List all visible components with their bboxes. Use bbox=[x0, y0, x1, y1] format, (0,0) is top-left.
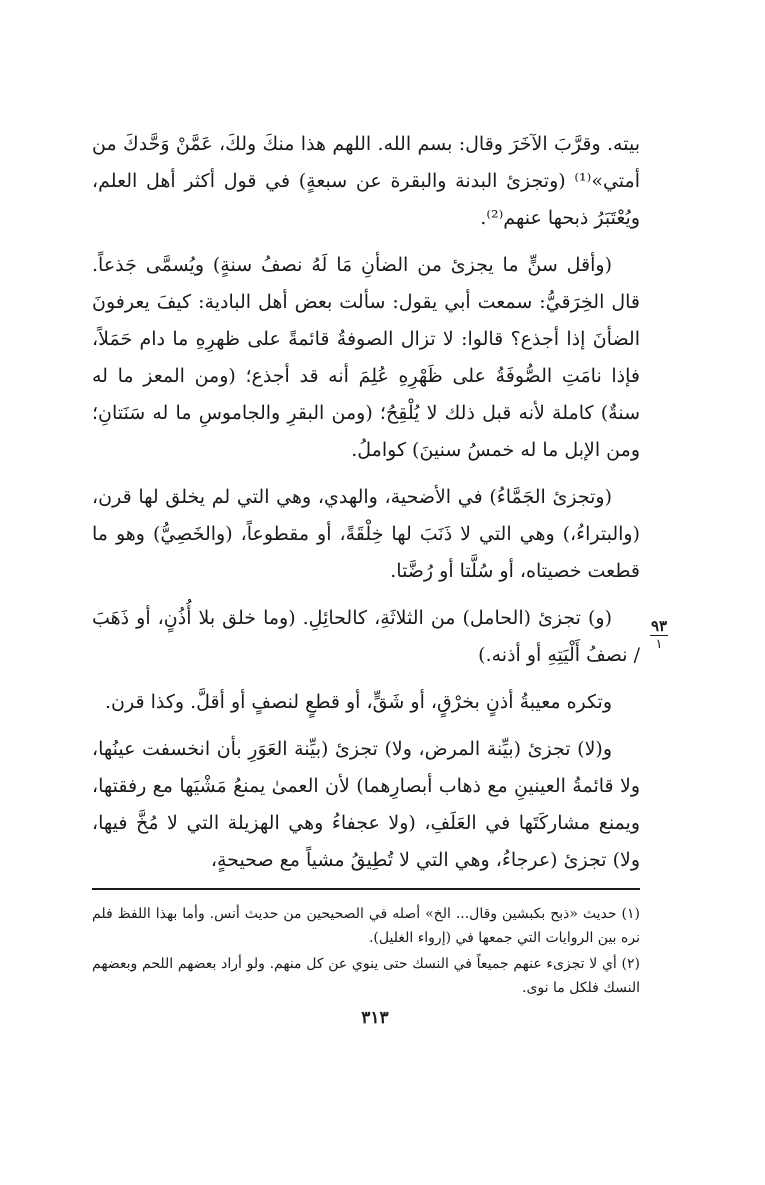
manuscript-page-marker bbox=[646, 619, 672, 652]
main-text bbox=[92, 126, 640, 889]
marker-number: ٩٣ bbox=[650, 617, 668, 635]
paragraph: (وأقل سنٍّ ما يجزئ من الضأنِ مَا لَهُ نصفُ سنةٍ) ويُسمَّى جَذعاً. قال الخِرَقيُّ: سمعت أبي يقول: سألت بعض أهل البادية: كيفَ يعرفونَ الضأنَ إذا أجذع؟ قالوا: لا تزال الصوفةُ قائمةً على ظهرِهِ ما دام حَمَلاً، فإذا نامَتِ الصُّوفَةُ على ظَهْرِهِ عُلِمَ أنه قد أجذع؛ (ومن المعز ما له سنةٌ) كاملة لأنه قبل ذلك لا يُلْقِحُ؛ (ومن البقرِ والجاموسِ ما له سَنَتانِ؛ ومن الإبل ما له خمسُ سنينَ) كواملُ. bbox=[92, 254, 640, 461]
footnote: (٢) أي لا تجزىء عنهم جميعاً في النسك حتى ينوي عن كل منهم. ولو أراد بعضهم اللحم وبعضهم النسك فلكل ما نوى. bbox=[92, 956, 640, 996]
paragraph: وتكره معيبةُ أذنٍ بخرْقٍ، أو شَقٍّ، أو قطعٍ لنصفٍ أو أقلَّ. وكذا قرن. bbox=[105, 691, 612, 713]
footnotes bbox=[92, 902, 640, 1002]
footnote: (١) حديث «ذبح بكبشين وقال... الخ» أصله في الصحيحين من حديث أنس. وأما بهذا اللفظ فلم نره بين الروايات التي جمعها في (إرواء الغليل). bbox=[92, 906, 640, 946]
footnote-separator bbox=[92, 888, 640, 890]
paragraph: (و) تجزئ (الحامل) من الثلاثَةِ، كالحائِلِ. (وما خلق بلا أُذُنٍ، أو ذَهَبَ / نصفُ أَلْيَتِهِ أو أذنه.) bbox=[92, 607, 640, 666]
marker-subnumber: ١ bbox=[655, 637, 663, 652]
marker-divider bbox=[650, 635, 668, 636]
page-number: ٣١٣ bbox=[361, 1008, 389, 1028]
paragraph: بيته. وقرَّبَ الآخَرَ وقال: بسم الله. اللهم هذا منكَ ولكَ، عَمَّنْ وَحَّدكَ من أمتي»⁽¹⁾ (وتجزئ البدنة والبقرة عن سبعةٍ) في قول أكثر أهل العلم، ويُعْتَبَرُ ذبحها عنهم⁽²⁾. bbox=[92, 133, 640, 229]
paragraph: (وتجزئ الجَمَّاءُ) في الأضحية، والهدي، وهي التي لم يخلق لها قرن، (والبتراءُ،) وهي التي لا ذَنَبَ لها خِلْقَةً، أو مقطوعاً، (والخَصِيُّ) وهو ما قطعت خصيتاه، أو سُلَّتا أو رُضَّتا. bbox=[92, 486, 640, 582]
paragraph: و(لا) تجزئ (بيِّنة المرض، ولا) تجزئ (بيِّنة العَوَرِ بأن انخسفت عينُها، ولا قائمةُ العينينِ مع ذهاب أبصارِهما) لأن العمىٰ يمنعُ مَشْيَها مع رفقتها، ويمنع مشاركَتَها في العَلَفِ، (ولا عجفاءُ وهي الهزيلة التي لا مُخَّ فيها، ولا) تجزئ (عرجاءُ، وهي التي لا تُطِيقُ مشياً مع صحيحةٍ، bbox=[92, 738, 640, 871]
